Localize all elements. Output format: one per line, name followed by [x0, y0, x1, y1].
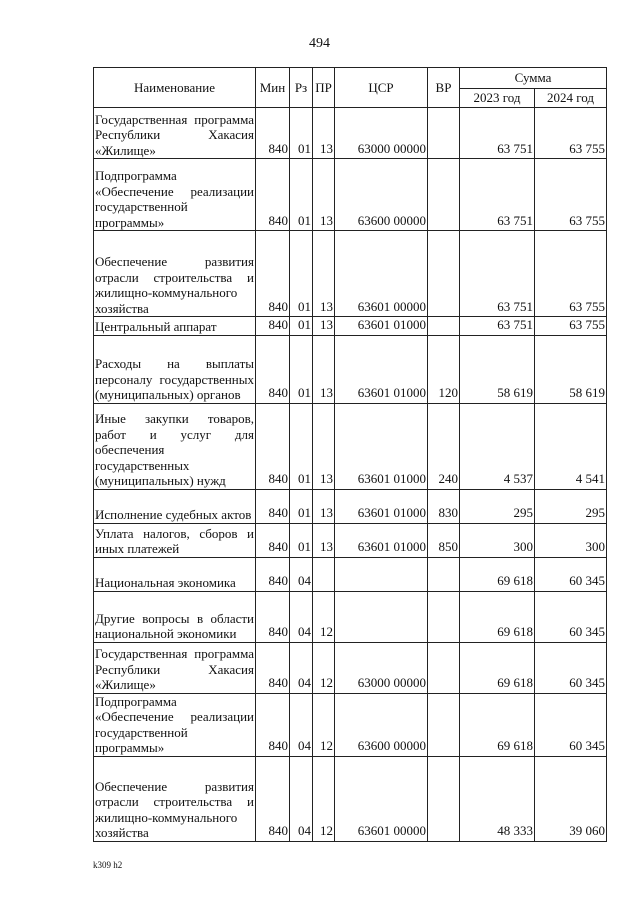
page-number: 494 [309, 36, 330, 51]
cell-pr: 13 [313, 231, 335, 317]
cell-rz: 04 [290, 693, 313, 756]
cell-pr: 13 [313, 159, 335, 231]
cell-csr: 63601 00000 [335, 231, 428, 317]
cell-name: Расходы на выплаты персоналу государственных (муниципальных) органов [94, 335, 256, 403]
table-row [94, 489, 607, 523]
table-row [94, 642, 607, 693]
cell-sum-2024: 295 [535, 489, 607, 523]
cell-sum-2024: 58 619 [535, 335, 607, 403]
cell-rz: 01 [290, 489, 313, 523]
cell-sum-2023: 63 751 [460, 317, 535, 336]
cell-csr: 63601 01000 [335, 523, 428, 557]
cell-sum-2023: 63 751 [460, 231, 535, 317]
cell-pr: 13 [313, 523, 335, 557]
cell-sum-2024: 39 060 [535, 756, 607, 841]
cell-sum-2024: 60 345 [535, 557, 607, 591]
cell-vr [428, 756, 460, 841]
cell-name: Национальная экономика [94, 557, 256, 591]
cell-sum-2024: 63 755 [535, 317, 607, 336]
cell-vr [428, 557, 460, 591]
cell-vr: 120 [428, 335, 460, 403]
cell-name: Обеспечение развития отрасли строительства и жилищно-коммунального хозяйства [94, 756, 256, 841]
cell-pr: 12 [313, 756, 335, 841]
col-header-vr: ВР [428, 68, 460, 108]
cell-min: 840 [256, 231, 290, 317]
cell-vr [428, 591, 460, 642]
cell-rz: 04 [290, 756, 313, 841]
cell-rz: 01 [290, 335, 313, 403]
cell-min: 840 [256, 591, 290, 642]
cell-sum-2023: 69 618 [460, 693, 535, 756]
cell-min: 840 [256, 108, 290, 159]
cell-pr: 13 [313, 489, 335, 523]
col-header-rz: Рз [290, 68, 313, 108]
cell-vr [428, 159, 460, 231]
cell-pr: 13 [313, 108, 335, 159]
table-row [94, 591, 607, 642]
cell-sum-2024: 60 345 [535, 693, 607, 756]
table-row [94, 108, 607, 159]
cell-name: Иные закупки товаров, работ и услуг для обеспечения государственных (муниципальных) нужд [94, 403, 256, 489]
col-header-sum: Сумма [460, 68, 607, 89]
cell-vr: 850 [428, 523, 460, 557]
cell-sum-2023: 300 [460, 523, 535, 557]
cell-sum-2024: 60 345 [535, 642, 607, 693]
cell-vr [428, 693, 460, 756]
cell-name: Государственная программа Республики Хакасия «Жилище» [94, 108, 256, 159]
cell-min: 840 [256, 557, 290, 591]
table-row [94, 523, 607, 557]
cell-pr [313, 557, 335, 591]
cell-rz: 04 [290, 591, 313, 642]
table-row [94, 403, 607, 489]
cell-rz: 01 [290, 108, 313, 159]
cell-pr: 13 [313, 403, 335, 489]
cell-rz: 01 [290, 159, 313, 231]
cell-pr: 12 [313, 642, 335, 693]
cell-name: Уплата налогов, сборов и иных платежей [94, 523, 256, 557]
cell-sum-2024: 4 541 [535, 403, 607, 489]
col-header-csr: ЦСР [335, 68, 428, 108]
cell-min: 840 [256, 159, 290, 231]
cell-csr: 63601 00000 [335, 756, 428, 841]
cell-rz: 04 [290, 557, 313, 591]
cell-sum-2023: 48 333 [460, 756, 535, 841]
col-header-min: Мин [256, 68, 290, 108]
cell-name: Подпрограмма «Обеспечение реализации государственной программы» [95, 693, 254, 755]
cell-sum-2024: 63 755 [535, 231, 607, 317]
cell-min: 840 [256, 693, 290, 756]
cell-sum-2023: 69 618 [460, 591, 535, 642]
col-header-pr: ПР [313, 68, 335, 108]
cell-sum-2023: 295 [460, 489, 535, 523]
cell-csr: 63000 00000 [335, 108, 428, 159]
table-row [94, 159, 607, 231]
cell-csr: 63601 01000 [335, 489, 428, 523]
cell-sum-2023: 4 537 [460, 403, 535, 489]
col-header-2023: 2023 год [460, 89, 535, 108]
cell-vr [428, 231, 460, 317]
budget-table [93, 67, 607, 842]
cell-vr: 830 [428, 489, 460, 523]
cell-sum-2024: 63 755 [535, 159, 607, 231]
cell-rz: 01 [290, 317, 313, 336]
cell-sum-2023: 63 751 [460, 159, 535, 231]
cell-csr: 63601 01000 [335, 317, 428, 336]
cell-name: Исполнение судебных актов [94, 489, 256, 523]
cell-csr [335, 591, 428, 642]
cell-name: Другие вопросы в области национальной экономики [94, 591, 256, 642]
cell-min: 840 [256, 642, 290, 693]
cell-name: Центральный аппарат [94, 317, 256, 336]
cell-vr [428, 108, 460, 159]
cell-pr: 12 [313, 591, 335, 642]
cell-sum-2023: 58 619 [460, 335, 535, 403]
footer-code: k309 h2 [93, 860, 123, 870]
table-row [94, 335, 607, 403]
cell-sum-2023: 69 618 [460, 557, 535, 591]
cell-pr: 13 [313, 335, 335, 403]
cell-sum-2024: 60 345 [535, 591, 607, 642]
cell-csr: 63600 00000 [335, 159, 428, 231]
cell-name: Подпрограмма «Обеспечение реализации государственной программы» [94, 159, 256, 231]
table-row [94, 317, 607, 336]
cell-csr: 63601 01000 [335, 403, 428, 489]
cell-min: 840 [256, 756, 290, 841]
table-row [94, 557, 607, 591]
cell-rz: 01 [290, 231, 313, 317]
col-header-name: Наименование [94, 68, 256, 108]
cell-min: 840 [256, 335, 290, 403]
cell-vr: 240 [428, 403, 460, 489]
cell-sum-2023: 63 751 [460, 108, 535, 159]
cell-sum-2024: 300 [535, 523, 607, 557]
cell-vr [428, 642, 460, 693]
cell-pr: 13 [313, 317, 335, 336]
cell-sum-2024: 63 755 [535, 108, 607, 159]
cell-rz: 04 [290, 642, 313, 693]
cell-rz: 01 [290, 523, 313, 557]
table-row [94, 756, 607, 841]
table-row [94, 231, 607, 317]
cell-csr: 63000 00000 [335, 642, 428, 693]
cell-name: Обеспечение развития отрасли строительства и жилищно-коммунального хозяйства [94, 231, 256, 317]
cell-csr [335, 557, 428, 591]
cell-csr: 63600 00000 [335, 693, 428, 756]
cell-min: 840 [256, 403, 290, 489]
col-header-2024: 2024 год [535, 89, 607, 108]
cell-min: 840 [256, 523, 290, 557]
table-row [94, 693, 607, 756]
cell-sum-2023: 69 618 [460, 642, 535, 693]
cell-min: 840 [256, 489, 290, 523]
cell-pr: 12 [313, 693, 335, 756]
cell-csr: 63601 01000 [335, 335, 428, 403]
table-body [94, 108, 607, 842]
cell-rz: 01 [290, 403, 313, 489]
cell-name: Государственная программа Республики Хакасия «Жилище» [94, 642, 256, 693]
cell-min: 840 [256, 317, 290, 336]
cell-vr [428, 317, 460, 336]
